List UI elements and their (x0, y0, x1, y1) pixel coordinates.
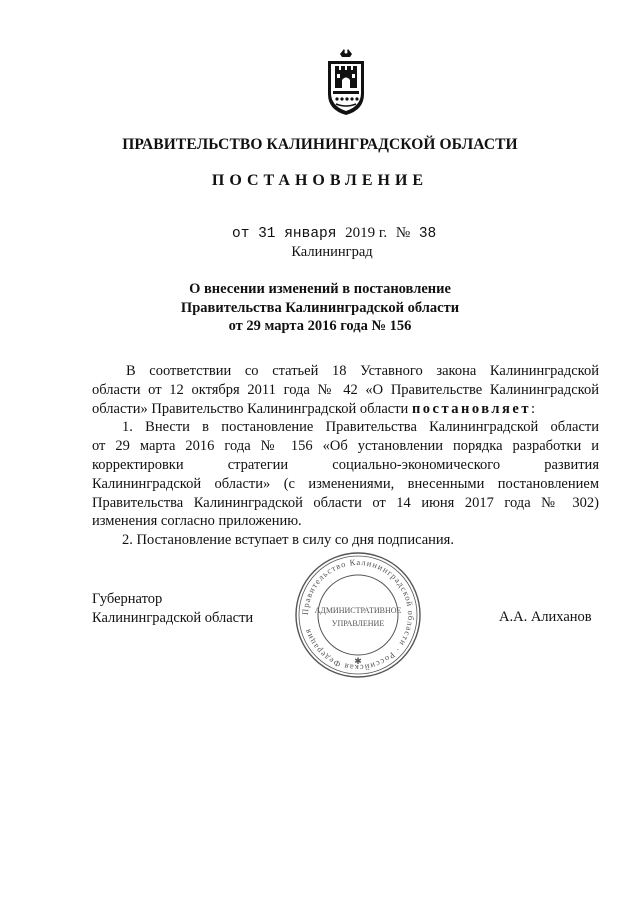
coat-of-arms-emblem (322, 48, 370, 116)
seal-ring-text: Правительство Калининградской области · Российская Федерация (299, 556, 417, 674)
date-day-month: 31 января (258, 226, 337, 242)
number-sign: № (395, 225, 411, 241)
date-prefix: от (232, 226, 250, 242)
body-line: 2. Постановление вступает в силу со дня подписания. (122, 532, 454, 549)
subject-line: Правительства Калининградской области (180, 299, 460, 316)
city: Калининград (291, 244, 373, 260)
document-type: ПОСТАНОВЛЕНИЕ (211, 172, 429, 189)
body-line: Калининградской области» (с изменениями, внесенными постановлением (92, 475, 599, 492)
seal-star-icon: ✱ (354, 656, 362, 666)
body-line: В соответствии со статьей 18 Уставного закона Калининградской (126, 363, 599, 379)
colon: : (530, 400, 535, 417)
signer-title-line: Калининградской области (92, 610, 254, 626)
signer-name: А.А. Алиханов (499, 609, 592, 625)
body-line: области от 12 октября 2011 года № 42 «О Правительстве Калининградской (92, 381, 599, 398)
body-line: Правительства Калининградской области от 14 июня 2017 года № 302) (92, 494, 599, 511)
signer-title-line: Губернатор (92, 591, 163, 607)
subject-line: от 29 марта 2016 года № 156 (228, 318, 412, 334)
document-subject (0, 280, 640, 336)
subject-line: О внесении изменений в постановление (189, 281, 451, 297)
body-line: от 29 марта 2016 года № 156 «Об установлении порядка разработки и (92, 438, 599, 455)
official-seal-stamp (292, 549, 424, 681)
document-body (92, 362, 599, 550)
document-number: 38 (418, 226, 437, 242)
seal-inner-line: АДМИНИСТРАТИВНОЕ (314, 606, 402, 615)
government-title: ПРАВИТЕЛЬСТВО КАЛИНИНГРАДСКОЙ ОБЛАСТИ (122, 136, 518, 153)
body-line: изменения согласно приложению. (92, 513, 302, 530)
date-year: 2019 г. (345, 225, 388, 241)
body-line-text: области» Правительство Калининградской области (92, 400, 409, 417)
date-number-line (232, 225, 436, 242)
operative-keyword: постановляет (411, 400, 531, 417)
body-line: 1. Внести в постановление Правительства Калининградской области (122, 419, 599, 436)
body-line: корректировки стратегии социально-экономического развития (92, 456, 599, 473)
signer-title (92, 590, 253, 628)
body-line (92, 400, 599, 419)
seal-inner-line: УПРАВЛЕНИЕ (331, 619, 385, 628)
